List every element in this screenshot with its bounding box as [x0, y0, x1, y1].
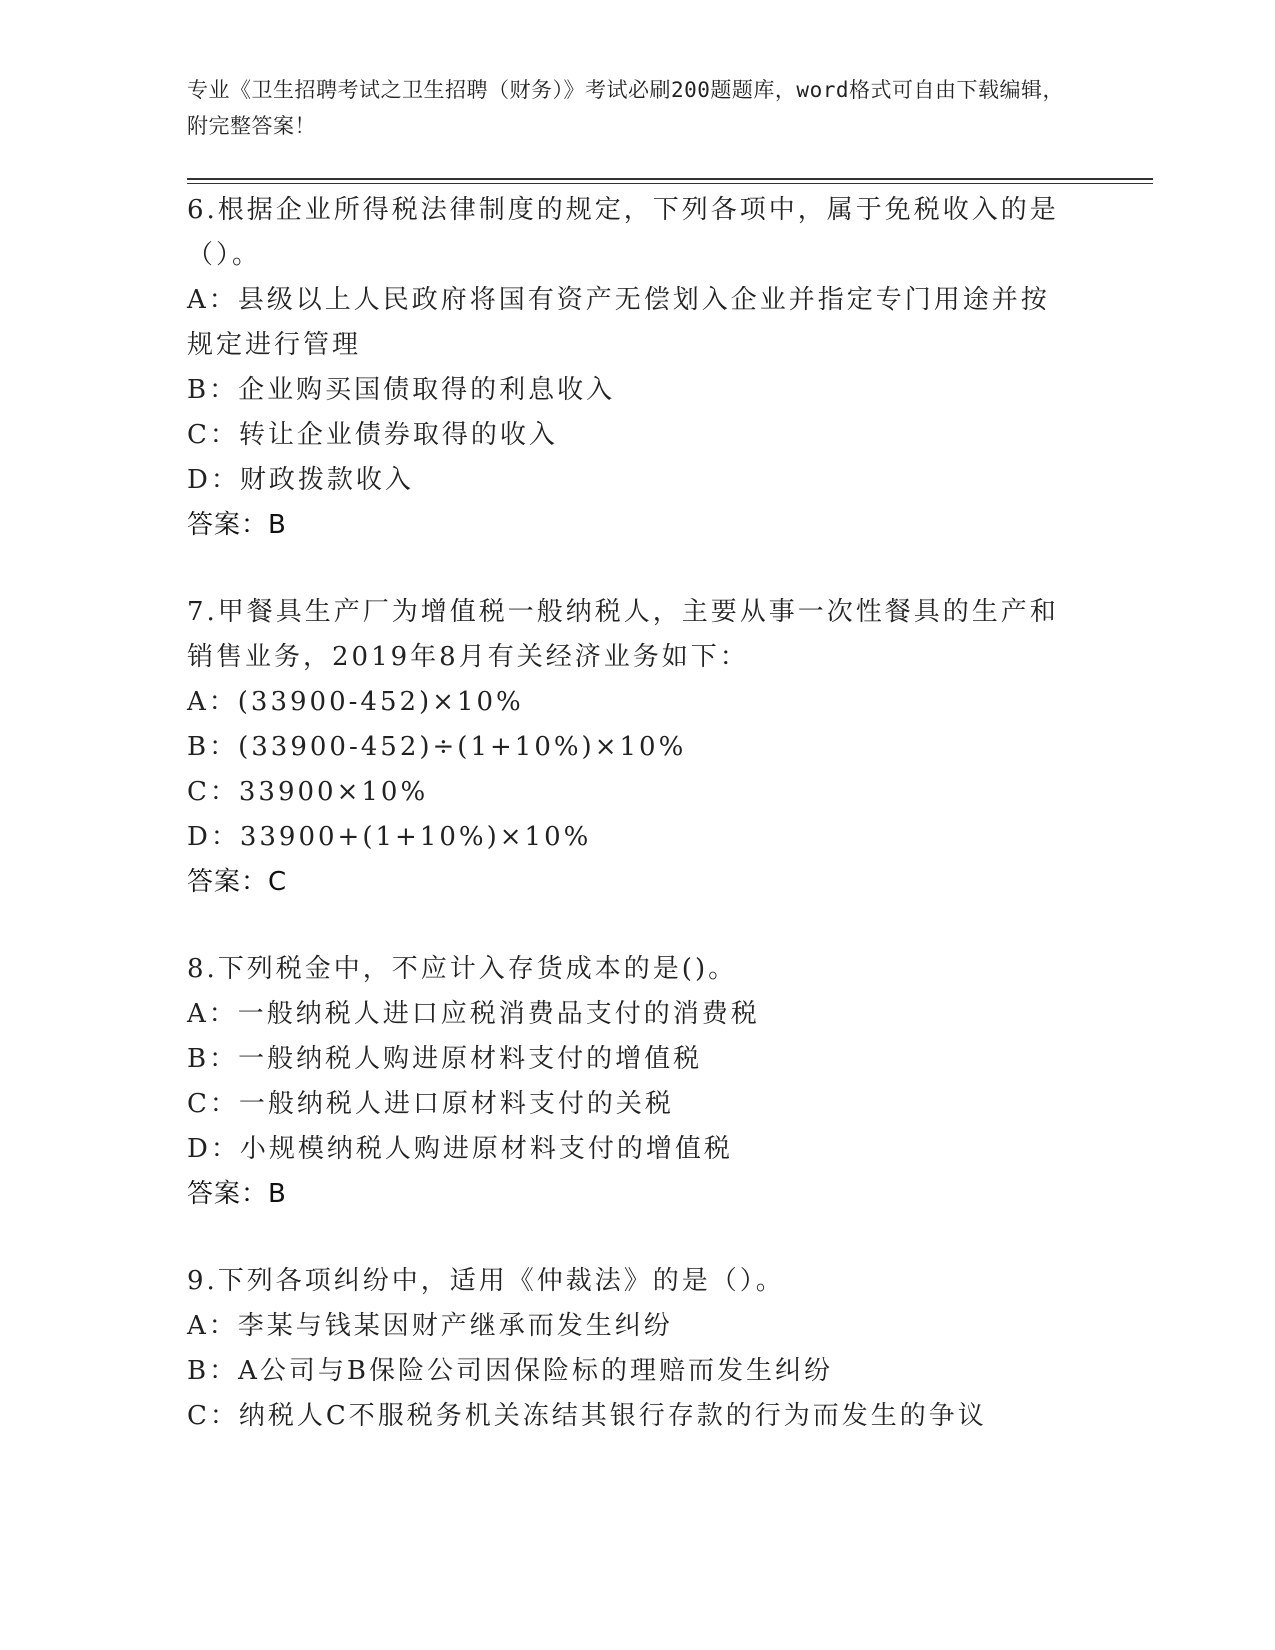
question-stem: 9.下列各项纠纷中，适用《仲裁法》的是（）。	[187, 1266, 785, 1296]
option-d: D：财政拨款收入	[187, 465, 414, 495]
question-6	[187, 188, 1087, 548]
option-a: A：县级以上人民政府将国有资产无偿划入企业并指定专门用途并按规定进行管理	[187, 285, 1050, 360]
option-c: C：转让企业债券取得的收入	[187, 420, 558, 450]
option-b: B：企业购买国债取得的利息收入	[187, 375, 616, 405]
option-d: D：33900+(1+10%)×10%	[187, 822, 592, 852]
header-divider-thin	[187, 183, 1153, 184]
option-a: A：一般纳税人进口应税消费品支付的消费税	[187, 999, 760, 1029]
option-b: B：(33900-452)÷(1+10%)×10%	[187, 732, 687, 762]
question-8	[187, 947, 1087, 1217]
question-stem: 8.下列税金中，不应计入存货成本的是()。	[187, 954, 738, 984]
question-stem: 7.甲餐具生产厂为增值税一般纳税人，主要从事一次性餐具的生产和销售业务，2019年8月有关经济业务如下：	[187, 597, 1059, 672]
answer-label: 答案：B	[187, 510, 287, 540]
option-b: B：A公司与B保险公司因保险标的理赔而发生纠纷	[187, 1356, 833, 1386]
question-9	[187, 1259, 1087, 1439]
option-a: A：李某与钱某因财产继承而发生纠纷	[187, 1311, 673, 1341]
document-header: 专业《卫生招聘考试之卫生招聘（财务）》考试必刷200题题库，word格式可自由下载编辑，附完整答案！	[187, 78, 1064, 138]
question-list	[187, 188, 1087, 1481]
question-7	[187, 590, 1087, 905]
header-divider-thick	[187, 178, 1153, 180]
option-b: B：一般纳税人购进原材料支付的增值税	[187, 1044, 703, 1074]
question-stem: 6.根据企业所得税法律制度的规定，下列各项中，属于免税收入的是（）。	[187, 195, 1059, 270]
option-c: C：33900×10%	[187, 777, 429, 807]
answer-label: 答案：B	[187, 1179, 287, 1209]
option-a: A：(33900-452)×10%	[187, 687, 524, 717]
option-c: C：一般纳税人进口原材料支付的关税	[187, 1089, 674, 1119]
option-c: C：纳税人C不服税务机关冻结其银行存款的行为而发生的争议	[187, 1401, 987, 1431]
option-d: D：小规模纳税人购进原材料支付的增值税	[187, 1134, 733, 1164]
answer-label: 答案：C	[187, 867, 288, 897]
